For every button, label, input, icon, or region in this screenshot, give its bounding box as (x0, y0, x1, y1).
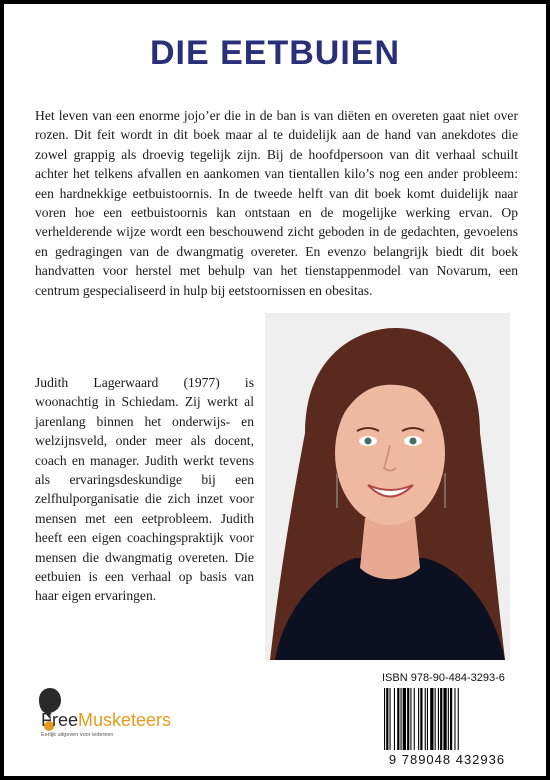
author-bio: Judith Lagerwaard (1977) is woonachtig in Schiedam. Zij werkt al jarenlang binnen het onderwijs- en welzijnsveld, onder meer als docent, coach en manager. Judith werkt tevens als ervaringsdeskundige bij een zelfhulporganisatie die zich inzet voor mensen met een eetprobleem. Judith heeft een eigen coachingspraktijk voor mensen die dwangmatig overeten. Die eetbuien is een verhaal op basis van haar eigen ervaringen. (35, 375, 254, 604)
publisher-name-free: Free (41, 710, 79, 730)
back-cover (4, 4, 546, 776)
book-title: DIE EETBUIEN (149, 34, 401, 72)
barcode (380, 688, 514, 750)
publisher-name-musketeers: Musketeers (78, 710, 172, 730)
publisher-tagline: Eerlijk uitgeven voor iedereen (41, 732, 114, 738)
author-photo (265, 313, 510, 660)
barcode-digits: 9 789048 432936 (388, 752, 506, 767)
publisher-logo (37, 692, 197, 752)
book-blurb: Het leven van een enorme jojo’er die in de ban is van diëten en overeten gaat niet over rozen. Dit feit wordt in dit boek maar al te duidelijk aan de hand van anekdotes die zowel grappig als droevig tegelijk zijn. Bij de hoofdpersoon van dit verhaal schuilt achter het telkens afvallen en aankomen van tientallen kilo’s nog een ander probleem: een hardnekkige eetbuistoornis. In de tweede helft van dit boek komt duidelijk naar voren hoe een eetbuistoornis kan ontstaan en de mogelijke werking ervan. Op verhelderende wijze wordt een beschouwend zicht geboden in de gedachten, gevoelens en gedragingen van de dwangmatig overeter. En evenzo belangrijk biedt dit boek handvatten voor herstel met behulp van het tienstappenmodel van Novarum, een centrum gespecialiseerd in hulp bij eetstoornissen en obesitas. (35, 108, 518, 298)
publisher-name (41, 710, 171, 731)
isbn-label: ISBN 978-90-484-3293-6 (382, 672, 505, 684)
